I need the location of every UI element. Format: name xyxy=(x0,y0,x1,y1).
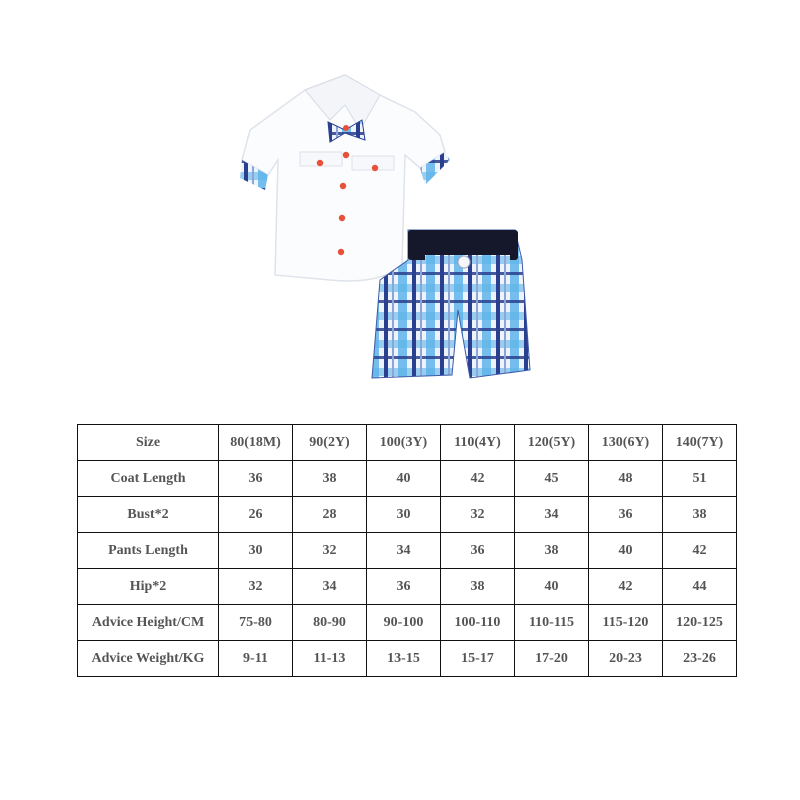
table-cell: 44 xyxy=(663,569,737,605)
table-header-row xyxy=(78,425,737,461)
table-cell: 20-23 xyxy=(589,641,663,677)
product-image xyxy=(230,60,550,390)
table-cell: 51 xyxy=(663,461,737,497)
size-chart-table xyxy=(77,424,737,677)
table-cell: 30 xyxy=(367,497,441,533)
table-cell: 42 xyxy=(663,533,737,569)
table-cell: 32 xyxy=(293,533,367,569)
row-label: Hip*2 xyxy=(78,569,219,605)
table-row xyxy=(78,605,737,641)
table-cell: 75-80 xyxy=(219,605,293,641)
row-label: Advice Weight/KG xyxy=(78,641,219,677)
table-row xyxy=(78,461,737,497)
table-cell: 11-13 xyxy=(293,641,367,677)
header-cell: 140(7Y) xyxy=(663,425,737,461)
table-cell: 115-120 xyxy=(589,605,663,641)
table-cell: 36 xyxy=(441,533,515,569)
row-label: Pants Length xyxy=(78,533,219,569)
table-cell: 38 xyxy=(663,497,737,533)
table-cell: 42 xyxy=(441,461,515,497)
table-cell: 15-17 xyxy=(441,641,515,677)
table-cell: 42 xyxy=(589,569,663,605)
table-cell: 48 xyxy=(589,461,663,497)
table-cell: 23-26 xyxy=(663,641,737,677)
row-label: Advice Height/CM xyxy=(78,605,219,641)
header-cell: 130(6Y) xyxy=(589,425,663,461)
table-cell: 13-15 xyxy=(367,641,441,677)
table-cell: 34 xyxy=(515,497,589,533)
table-cell: 32 xyxy=(219,569,293,605)
row-label: Bust*2 xyxy=(78,497,219,533)
table-cell: 17-20 xyxy=(515,641,589,677)
table-cell: 40 xyxy=(367,461,441,497)
table-cell: 34 xyxy=(367,533,441,569)
table-row xyxy=(78,533,737,569)
table-cell: 40 xyxy=(589,533,663,569)
table-row xyxy=(78,641,737,677)
header-cell: 80(18M) xyxy=(219,425,293,461)
table-cell: 90-100 xyxy=(367,605,441,641)
table-cell: 36 xyxy=(367,569,441,605)
header-cell: 90(2Y) xyxy=(293,425,367,461)
table-cell: 34 xyxy=(293,569,367,605)
header-cell: Size xyxy=(78,425,219,461)
header-cell: 100(3Y) xyxy=(367,425,441,461)
header-cell: 110(4Y) xyxy=(441,425,515,461)
table-cell: 36 xyxy=(589,497,663,533)
table-cell: 40 xyxy=(515,569,589,605)
header-cell: 120(5Y) xyxy=(515,425,589,461)
outfit-illustration xyxy=(230,60,550,390)
table-row xyxy=(78,569,737,605)
table-cell: 38 xyxy=(441,569,515,605)
table-cell: 28 xyxy=(293,497,367,533)
table-cell: 38 xyxy=(293,461,367,497)
row-label: Coat Length xyxy=(78,461,219,497)
table-cell: 100-110 xyxy=(441,605,515,641)
table-cell: 30 xyxy=(219,533,293,569)
table-cell: 36 xyxy=(219,461,293,497)
table-cell: 32 xyxy=(441,497,515,533)
table-row xyxy=(78,497,737,533)
table-cell: 26 xyxy=(219,497,293,533)
table-cell: 9-11 xyxy=(219,641,293,677)
table-cell: 45 xyxy=(515,461,589,497)
table-cell: 110-115 xyxy=(515,605,589,641)
table-cell: 120-125 xyxy=(663,605,737,641)
table-cell: 80-90 xyxy=(293,605,367,641)
table-cell: 38 xyxy=(515,533,589,569)
